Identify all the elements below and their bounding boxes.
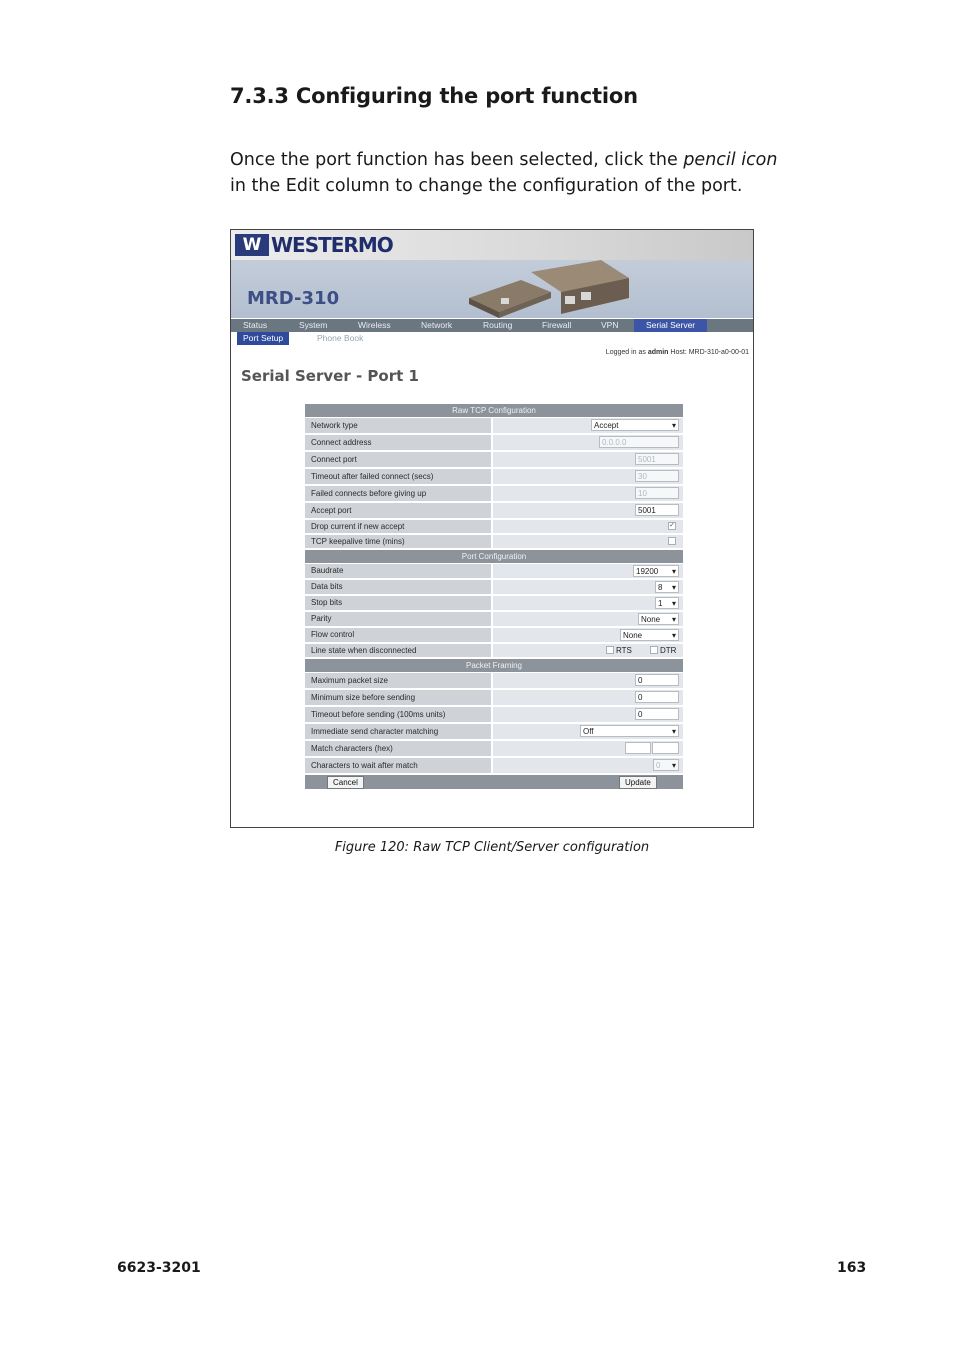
row-label: TCP keepalive time (mins) bbox=[305, 535, 491, 548]
row-label: Stop bits bbox=[305, 596, 491, 610]
main-nav bbox=[231, 319, 753, 332]
screenshot-figure bbox=[230, 229, 754, 828]
max-packet-input[interactable]: 0 bbox=[635, 674, 679, 686]
row-label: Maximum packet size bbox=[305, 673, 491, 688]
row-label: Baudrate bbox=[305, 564, 491, 578]
update-button[interactable]: Update bbox=[619, 776, 657, 789]
row-label: Parity bbox=[305, 612, 491, 626]
nav-tab-network[interactable]: Network bbox=[421, 320, 453, 330]
device-photo-icon bbox=[461, 258, 631, 318]
config-row-min-size bbox=[305, 690, 683, 707]
parity-select[interactable]: None ▾ bbox=[638, 613, 679, 625]
page-title: Serial Server - Port 1 bbox=[241, 367, 419, 385]
section-header-port: Port Configuration bbox=[305, 550, 683, 564]
config-row-parity bbox=[305, 612, 683, 628]
row-value-cell bbox=[493, 418, 683, 433]
rts-label: RTS bbox=[616, 646, 632, 655]
figure-caption: Figure 120: Raw TCP Client/Server configuration bbox=[334, 840, 650, 855]
config-row-accept-port bbox=[305, 503, 683, 520]
config-row-stop-bits bbox=[305, 596, 683, 612]
baudrate-select[interactable]: 19200 ▾ bbox=[633, 565, 679, 577]
dtr-checkbox[interactable] bbox=[650, 646, 658, 654]
row-label: Match characters (hex) bbox=[305, 741, 491, 756]
config-table bbox=[305, 404, 683, 789]
row-value-cell bbox=[493, 628, 683, 642]
keepalive-checkbox[interactable] bbox=[668, 537, 676, 545]
section-header-raw-tcp: Raw TCP Configuration bbox=[305, 404, 683, 418]
timeout-sending-input[interactable]: 0 bbox=[635, 708, 679, 720]
logo-word: WESTERMO bbox=[271, 233, 393, 257]
login-status bbox=[606, 349, 749, 356]
row-value-cell bbox=[493, 673, 683, 688]
row-value-cell bbox=[493, 452, 683, 467]
chars-wait-select[interactable]: 0 ▾ bbox=[653, 759, 679, 771]
row-label: Connect address bbox=[305, 435, 491, 450]
row-label: Timeout before sending (100ms units) bbox=[305, 707, 491, 722]
row-value-cell bbox=[493, 520, 683, 533]
page-number: 163 bbox=[837, 1260, 867, 1276]
model-name: MRD-310 bbox=[247, 288, 340, 309]
config-row-timeout-failed bbox=[305, 469, 683, 486]
row-value-cell bbox=[493, 469, 683, 484]
nav-tab-system[interactable]: System bbox=[299, 320, 328, 330]
config-row-flow-control bbox=[305, 628, 683, 644]
row-label: Timeout after failed connect (secs) bbox=[305, 469, 491, 484]
login-user: admin bbox=[647, 349, 669, 356]
row-label: Immediate send character matching bbox=[305, 724, 491, 739]
config-row-match-chars bbox=[305, 741, 683, 758]
sub-nav bbox=[231, 332, 753, 345]
logo-mark-icon: W bbox=[235, 234, 269, 256]
row-value-cell bbox=[493, 612, 683, 626]
config-row-network-type bbox=[305, 418, 683, 435]
row-value-cell bbox=[493, 707, 683, 722]
cancel-button[interactable]: Cancel bbox=[327, 776, 364, 789]
accept-port-input[interactable]: 5001 bbox=[635, 504, 679, 516]
row-value-cell bbox=[493, 596, 683, 610]
config-row-connect-address bbox=[305, 435, 683, 452]
config-row-data-bits bbox=[305, 580, 683, 596]
row-value-cell bbox=[493, 435, 683, 450]
subnav-tab-port-setup[interactable]: Port Setup bbox=[237, 332, 289, 345]
match-chars-input-1[interactable] bbox=[625, 742, 651, 754]
subnav-tab-phone-book[interactable]: Phone Book bbox=[317, 333, 364, 343]
connect-address-input[interactable]: 0.0.0.0 bbox=[599, 436, 679, 448]
immediate-send-select[interactable]: Off ▾ bbox=[580, 725, 679, 737]
intro-paragraph bbox=[230, 147, 790, 199]
nav-tab-serial-server[interactable]: Serial Server bbox=[634, 319, 707, 332]
config-row-chars-wait bbox=[305, 758, 683, 775]
config-row-connect-port bbox=[305, 452, 683, 469]
intro-text-after: in the Edit column to change the configuration of the port. bbox=[230, 176, 743, 196]
row-label: Connect port bbox=[305, 452, 491, 467]
row-label: Minimum size before sending bbox=[305, 690, 491, 705]
config-row-line-state bbox=[305, 644, 683, 659]
login-host: Host: MRD-310-a0-00-01 bbox=[668, 349, 749, 356]
row-label: Data bits bbox=[305, 580, 491, 594]
nav-tab-routing[interactable]: Routing bbox=[483, 320, 513, 330]
row-label: Accept port bbox=[305, 503, 491, 518]
timeout-failed-input[interactable]: 30 bbox=[635, 470, 679, 482]
row-label: Failed connects before giving up bbox=[305, 486, 491, 501]
nav-tab-firewall[interactable]: Firewall bbox=[542, 320, 572, 330]
doc-number: 6623-3201 bbox=[117, 1260, 201, 1276]
config-row-keepalive bbox=[305, 535, 683, 550]
row-value-cell bbox=[493, 535, 683, 548]
nav-tab-vpn[interactable]: VPN bbox=[601, 320, 619, 330]
row-value-cell bbox=[493, 564, 683, 578]
row-value-cell bbox=[493, 644, 683, 657]
row-value-cell bbox=[493, 724, 683, 739]
rts-checkbox[interactable] bbox=[606, 646, 614, 654]
intro-text-before: Once the port function has been selected, click the bbox=[230, 150, 684, 170]
stop-bits-select[interactable]: 1 ▾ bbox=[655, 597, 679, 609]
button-bar bbox=[305, 775, 683, 789]
data-bits-select[interactable]: 8 ▾ bbox=[655, 581, 679, 593]
row-label: Drop current if new accept bbox=[305, 520, 491, 533]
connect-port-input[interactable]: 5001 bbox=[635, 453, 679, 465]
failed-connects-input[interactable]: 10 bbox=[635, 487, 679, 499]
app-banner bbox=[231, 230, 753, 318]
min-size-input[interactable]: 0 bbox=[635, 691, 679, 703]
row-label: Line state when disconnected bbox=[305, 644, 491, 657]
nav-tab-wireless[interactable]: Wireless bbox=[358, 320, 391, 330]
row-value-cell bbox=[493, 758, 683, 773]
flow-control-select[interactable]: None ▾ bbox=[620, 629, 679, 641]
login-prefix: Logged in as bbox=[605, 349, 648, 356]
dtr-label: DTR bbox=[660, 646, 677, 655]
row-value-cell bbox=[493, 741, 683, 756]
row-label: Flow control bbox=[305, 628, 491, 642]
config-row-max-packet bbox=[305, 673, 683, 690]
config-row-timeout-sending bbox=[305, 707, 683, 724]
config-row-drop-current bbox=[305, 520, 683, 535]
row-value-cell bbox=[493, 486, 683, 501]
nav-tab-status[interactable]: Status bbox=[243, 320, 268, 330]
row-label: Network type bbox=[305, 418, 491, 433]
config-row-immediate-send bbox=[305, 724, 683, 741]
row-value-cell bbox=[493, 690, 683, 705]
network-type-select[interactable]: Accept ▾ bbox=[591, 419, 679, 431]
section-heading: 7.3.3 Configuring the port function bbox=[230, 84, 638, 108]
config-row-baudrate bbox=[305, 564, 683, 580]
match-chars-input-2[interactable] bbox=[652, 742, 679, 754]
config-row-failed-connects bbox=[305, 486, 683, 503]
westermo-logo bbox=[235, 232, 393, 258]
row-value-cell bbox=[493, 580, 683, 594]
row-value-cell bbox=[493, 503, 683, 518]
drop-current-checkbox[interactable]: ✓ bbox=[669, 522, 675, 529]
intro-text-italic: pencil icon bbox=[683, 150, 778, 170]
section-header-framing: Packet Framing bbox=[305, 659, 683, 673]
row-label: Characters to wait after match bbox=[305, 758, 491, 773]
